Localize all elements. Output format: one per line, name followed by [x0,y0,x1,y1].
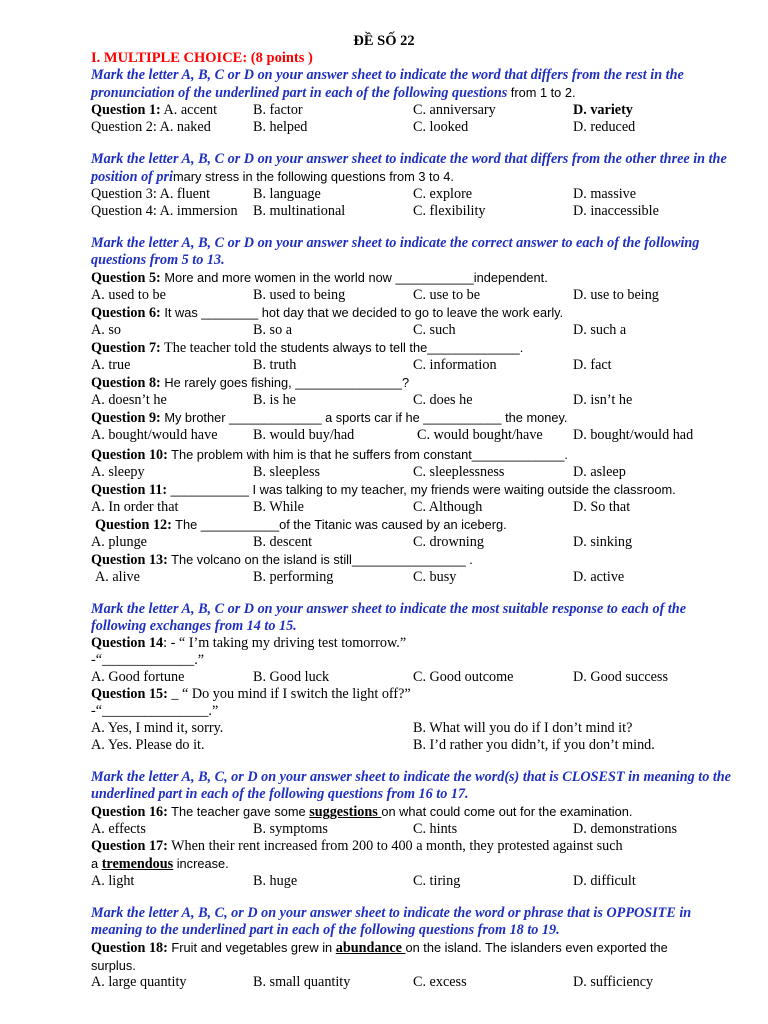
option-a[interactable]: A. bought/would have [91,427,218,443]
question-17-options [91,873,731,890]
question-4: Question 4: A. immersion B. multinational C. flexibility D. inaccessible [91,203,659,219]
option-b[interactable]: B. huge [253,873,298,889]
question-5: Question 5: More and more women in the world now ___________independent. [91,270,548,286]
underlined-word: suggestions [309,804,382,820]
underlined-word: abundance [335,940,406,956]
option-b[interactable]: B. language [253,186,321,202]
option-c[interactable]: C. sleeplessness [413,464,505,480]
option-d[interactable]: D. use to being [573,287,659,303]
option-c[interactable]: C. does he [413,392,473,408]
instruction-closest: Mark the letter A, B, C, or D on your answer sheet to indicate the word(s) that is CLOSEST in meaning to the underlined part in each of the following questions from 16 to 17. [91,769,731,802]
question-18-options [91,974,731,991]
question-7-options [91,357,731,374]
question-3: Question 3: A. fluent B. language C. explore D. massive [91,186,637,202]
section-responses [91,601,731,754]
option-d[interactable]: D. Good success [573,669,668,685]
question-1: Question 1: A. accent B. factor C. anniversary D. variety [91,102,633,118]
option-c[interactable]: C. information [413,357,497,373]
question-11: Question 11: ___________ I was talking to my teacher, my friends were waiting outside the classroom. [91,482,676,498]
instruction-responses: Mark the letter A, B, C or D on your answer sheet to indicate the most suitable response to each of the following exchanges from 14 to 15. [91,601,686,634]
question-15-options-row2 [91,737,731,754]
question-12: Question 12: The ___________of the Titanic was caused by an iceberg. [95,517,507,533]
question-9-options [91,427,731,444]
section-stress [91,151,731,220]
question-2: Question 2: A. naked B. helped C. looked D. reduced [91,119,636,135]
exam-content [91,50,731,991]
option-d[interactable]: D. difficult [573,873,636,889]
option-a[interactable]: A. fluent [159,186,211,202]
option-b[interactable]: B. would buy/had [253,427,355,443]
option-d[interactable]: D. sinking [573,534,633,550]
option-b[interactable]: B. is he [253,392,296,408]
option-c[interactable]: C. flexibility [413,203,486,219]
question-17-cont: a tremendous increase. [91,856,229,872]
option-c[interactable]: C. use to be [413,287,480,303]
option-a[interactable]: A. plunge [91,534,147,550]
option-b[interactable]: B. used to being [253,287,346,303]
instruction-stress: Mark the letter A, B, C or D on your answer sheet to indicate the word that differs from the other three in the position of primary stress in the following questions from 3 to 4. [91,151,727,185]
option-a[interactable]: A. immersion [159,203,238,219]
question-17: Question 17: When their rent increased from 200 to 400 a month, they protested against such [91,838,623,854]
question-13-options [91,569,731,586]
option-b[interactable]: B. symptoms [253,821,328,837]
question-6-options [91,322,731,339]
option-a[interactable]: A. light [91,873,135,889]
option-d[interactable]: D. inaccessible [573,203,659,219]
option-a[interactable]: A. alive [95,569,140,585]
option-a[interactable]: A. naked [159,119,211,135]
instruction-pronunciation: Mark the letter A, B, C or D on your answer sheet to indicate the word that differs from the rest in the pronunciation of the underlined part in each of the following questions from 1 to 2. [91,67,684,101]
option-a[interactable]: A. true [91,357,131,373]
question-6: Question 6: It was ________ hot day that we decided to go to leave the work early. [91,305,564,321]
question-14-reply: -“_____________.” [91,652,205,668]
option-b[interactable]: B. What will you do if I don’t mind it? [413,720,633,736]
option-b[interactable]: B. While [253,499,304,515]
question-13: Question 13: The volcano on the island is still________________ . [91,552,473,568]
question-7: Question 7: The teacher told the students always to tell the_____________. [91,340,524,356]
option-d[interactable]: D. active [573,569,625,585]
option-a[interactable]: A. accent [163,102,218,118]
option-c[interactable]: C. drowning [413,534,484,550]
question-8: Question 8: He rarely goes fishing, _______________? [91,375,410,391]
option-b[interactable]: B. Good luck [253,669,330,685]
option-b[interactable]: B. truth [253,357,297,373]
option-a[interactable]: A. doesn’t he [91,392,167,408]
question-12-options [91,534,731,551]
option-c[interactable]: C. excess [413,974,467,990]
option-d[interactable]: D. isn’t he [573,392,633,408]
option-b[interactable]: B. so a [253,322,293,338]
question-18: Question 18: Fruit and vegetables grew in abundance on the island. The islanders even exported the [91,940,668,956]
instruction-opposite: Mark the letter A, B, C, or D on your answer sheet to indicate the word or phrase that is OPPOSITE in meaning to the underlined part in each of the following questions from 18 to 19. [91,905,692,938]
option-c[interactable]: C. Although [413,499,483,515]
option-b[interactable]: B. helped [253,119,308,135]
question-10: Question 10: The problem with him is that he suffers from constant_____________. [91,447,568,463]
option-c[interactable]: C. busy [413,569,457,585]
option-d[interactable]: B. I’d rather you didn’t, if you don’t mind. [413,737,655,753]
option-d[interactable]: D. reduced [573,119,636,135]
option-d[interactable]: D. massive [573,186,637,202]
question-8-options [91,392,731,409]
option-b[interactable]: B. factor [253,102,303,118]
option-c[interactable]: A. Yes. Please do it. [91,737,205,753]
option-a[interactable]: A. used to be [91,287,166,303]
option-d[interactable]: D. asleep [573,464,626,480]
question-15-reply: -“_______________.” [91,703,219,719]
option-a[interactable]: A. sleepy [91,464,145,480]
option-d[interactable]: D. demonstrations [573,821,678,837]
question-15-options-row1 [91,720,731,737]
option-a[interactable]: A. so [91,322,121,338]
question-16-options [91,821,731,838]
section-closest [91,769,731,890]
option-c[interactable]: C. Good outcome [413,669,514,685]
section-pronunciation [91,67,731,136]
option-b[interactable]: B. small quantity [253,974,351,990]
option-c[interactable]: C. looked [413,119,469,135]
option-c[interactable]: C. explore [413,186,473,202]
option-a[interactable]: A. In order that [91,499,179,515]
option-a[interactable]: A. Yes, I mind it, sorry. [91,720,224,736]
section-opposite [91,905,731,991]
option-c[interactable]: C. hints [413,821,458,837]
question-18-cont: surplus. [91,958,136,973]
option-a[interactable]: A. large quantity [91,974,187,990]
question-10-options [91,464,731,481]
question-11-options [91,499,731,516]
part-heading: I. MULTIPLE CHOICE: (8 points ) [91,50,313,66]
exam-title: ĐỀ SỐ 22 [353,33,415,49]
option-d[interactable]: D. such a [573,322,627,338]
option-d[interactable]: D. sufficiency [573,974,654,990]
option-b[interactable]: B. descent [253,534,313,550]
underlined-word: tremendous [101,856,174,872]
question-15: Question 15: _ “ Do you mind if I switch the light off?” [91,686,411,702]
option-d[interactable]: D. variety [573,102,633,118]
option-d[interactable]: D. bought/would had [573,427,694,443]
section-grammar [91,235,731,586]
option-d[interactable]: D. So that [573,499,631,515]
option-b[interactable]: B. performing [253,569,334,585]
question-14-options [91,669,731,686]
option-a[interactable]: A. effects [91,821,146,837]
option-c[interactable]: C. anniversary [413,102,496,118]
option-c[interactable]: C. would bought/have [417,427,543,443]
question-9: Question 9: My brother _____________ a sports car if he ___________ the money. [91,410,568,426]
option-d[interactable]: D. fact [573,357,612,373]
option-b[interactable]: B. sleepless [253,464,320,480]
option-a[interactable]: A. Good fortune [91,669,185,685]
instruction-grammar: Mark the letter A, B, C or D on your answer sheet to indicate the correct answer to each of the following questions from 5 to 13. [91,235,700,268]
question-16: Question 16: The teacher gave some suggestions on what could come out for the examination. [91,804,633,820]
option-c[interactable]: C. tiring [413,873,461,889]
option-b[interactable]: B. multinational [253,203,346,219]
question-5-options [91,287,731,304]
option-c[interactable]: C. such [413,322,456,338]
question-14: Question 14: - “ I’m taking my driving test tomorrow.” [91,635,407,651]
